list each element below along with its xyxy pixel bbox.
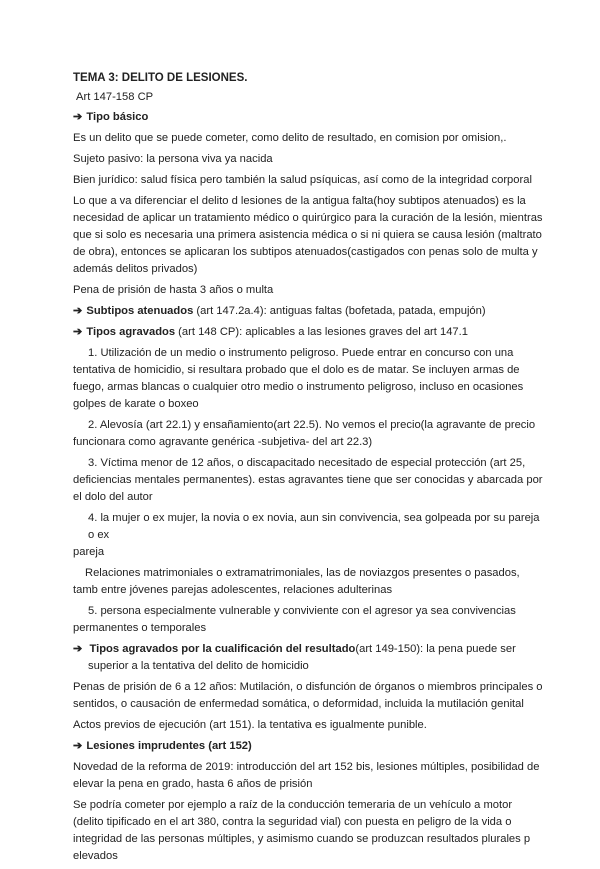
list-item-2 [73, 417, 543, 451]
paragraph-8: Novedad de la reforma de 2019: introducción del art 152 bis, lesiones múltiples, posibilidad de elevar la pena en grado, hasta 6 años de prisión [73, 761, 540, 790]
relaciones-paragraph [73, 565, 543, 599]
document-title: TEMA 3: DELITO DE LESIONES. [73, 72, 248, 84]
list-item-first-line: 3. Víctima menor de 12 años, o discapacitado necesitado de especial protección (art 25, [88, 457, 526, 469]
heading-tipo-basico [73, 109, 543, 126]
document-body [73, 70, 543, 869]
arrow-icon: ➔ [73, 643, 83, 655]
list-item-first-line: 5. persona especialmente vulnerable y conviviente con el agresor ya sea convivencias [88, 605, 516, 617]
paragraph-2: Sujeto pasivo: la persona viva ya nacida [73, 153, 273, 165]
paragraph-5: Pena de prisión de hasta 3 años o multa [73, 284, 274, 296]
arrow-icon: ➔ [73, 326, 83, 338]
heading-subtipos [73, 303, 543, 320]
heading-text: (art 149-150): la pena puede ser superior a la tentativa del delito de homicidio [88, 643, 516, 672]
paragraph-4: Lo que a va diferenciar el delito d lesiones de la antigua falta(hoy subtipos atenuados) es la necesidad de aplicar un tratamiento médico o quirúrgico para la curación de la lesión, mientras que si solo es necesaria una primera asistencia médica o si ni quiera se causa lesión (maltrato de obra), entonces se aplicaran los subtipos atenuados(castigados con penas solo de multa y además delitos privados) [73, 195, 543, 275]
heading-text: (art 147.2a.4): antiguas faltas (bofetada, patada, empujón) [193, 305, 486, 317]
heading-label: Tipo básico [86, 111, 149, 123]
paragraph-first-line: Relaciones matrimoniales o extramatrimoniales, las de noviazgos presentes o pasados, [85, 567, 520, 579]
list-item-first-line: 4. la mujer o ex mujer, la novia o ex novia, aun sin convivencia, sea golpeada por su pareja o ex [88, 512, 540, 541]
list-item-continuation: funcionara como agravante genérica -subjetiva- del art 22.3) [73, 436, 373, 448]
paragraph-continuation: tamb entre jóvenes parejas adolescentes, relaciones adulterinas [73, 584, 393, 596]
arrow-icon: ➔ [73, 305, 83, 317]
arrow-icon: ➔ [73, 111, 83, 123]
arrow-icon: ➔ [73, 740, 83, 752]
paragraph-1: Es un delito que se puede cometer, como delito de resultado, en comision por omision,. [73, 132, 507, 144]
heading-imprudentes [73, 738, 543, 755]
heading-label: Subtipos atenuados [86, 305, 194, 317]
list-item-3 [73, 455, 543, 506]
list-item-4 [73, 510, 543, 561]
paragraph-6: Penas de prisión de 6 a 12 años: Mutilación, o disfunción de órganos o miembros principales o sentidos, o causación de enfermedad somática, o deformidad, incluida la mutilación genital [73, 681, 543, 710]
heading-label: Lesiones imprudentes (art 152) [86, 740, 252, 752]
list-item-continuation: pareja [73, 546, 105, 558]
list-item-first-line: 2. Alevosía (art 22.1) y ensañamiento(art 22.5). No vemos el precio(la agravante de precio [88, 419, 536, 431]
list-item-continuation: deficiencias mentales permanentes). estas agravantes tiene que ser conocidas y abarcada por el dolo del autor [73, 474, 543, 503]
list-item-5 [73, 603, 543, 637]
list-item-first-line: 1. Utilización de un medio o instrumento peligroso. Puede entrar en concurso con una [88, 347, 514, 359]
list-item-1 [73, 345, 543, 413]
heading-label: Tipos agravados por la cualificación del resultado [89, 643, 356, 655]
paragraph-9: Se podría cometer por ejemplo a raíz de la conducción temeraria de un vehículo a motor (delito tipificado en el art 380, contra la seguridad vial) con puesta en peligro de la vida o integridad de las personas múltiples, y asimismo cuando se produzcan resultados plurales p elevados [73, 799, 531, 862]
heading-agravados [73, 324, 543, 341]
list-item-continuation: permanentes o temporales [73, 622, 207, 634]
heading-label: Tipos agravados [86, 326, 176, 338]
paragraph-7: Actos previos de ejecución (art 151). la tentativa es igualmente punible. [73, 719, 427, 731]
heading-cualificacion [73, 641, 543, 675]
article-reference: Art 147-158 CP [76, 91, 154, 103]
paragraph-3: Bien jurídico: salud física pero también la salud psíquicas, así como de la integridad corporal [73, 174, 532, 186]
list-item-continuation: tentativa de homicidio, si resultara probado que el dolo es de matar. Se incluyen armas de fuego, armas blancas o cualquier otro medio o instrumento peligroso, incluso en ocasiones golpes de karate o boxeo [73, 364, 524, 410]
heading-text: (art 148 CP): aplicables a las lesiones graves del art 147.1 [175, 326, 468, 338]
